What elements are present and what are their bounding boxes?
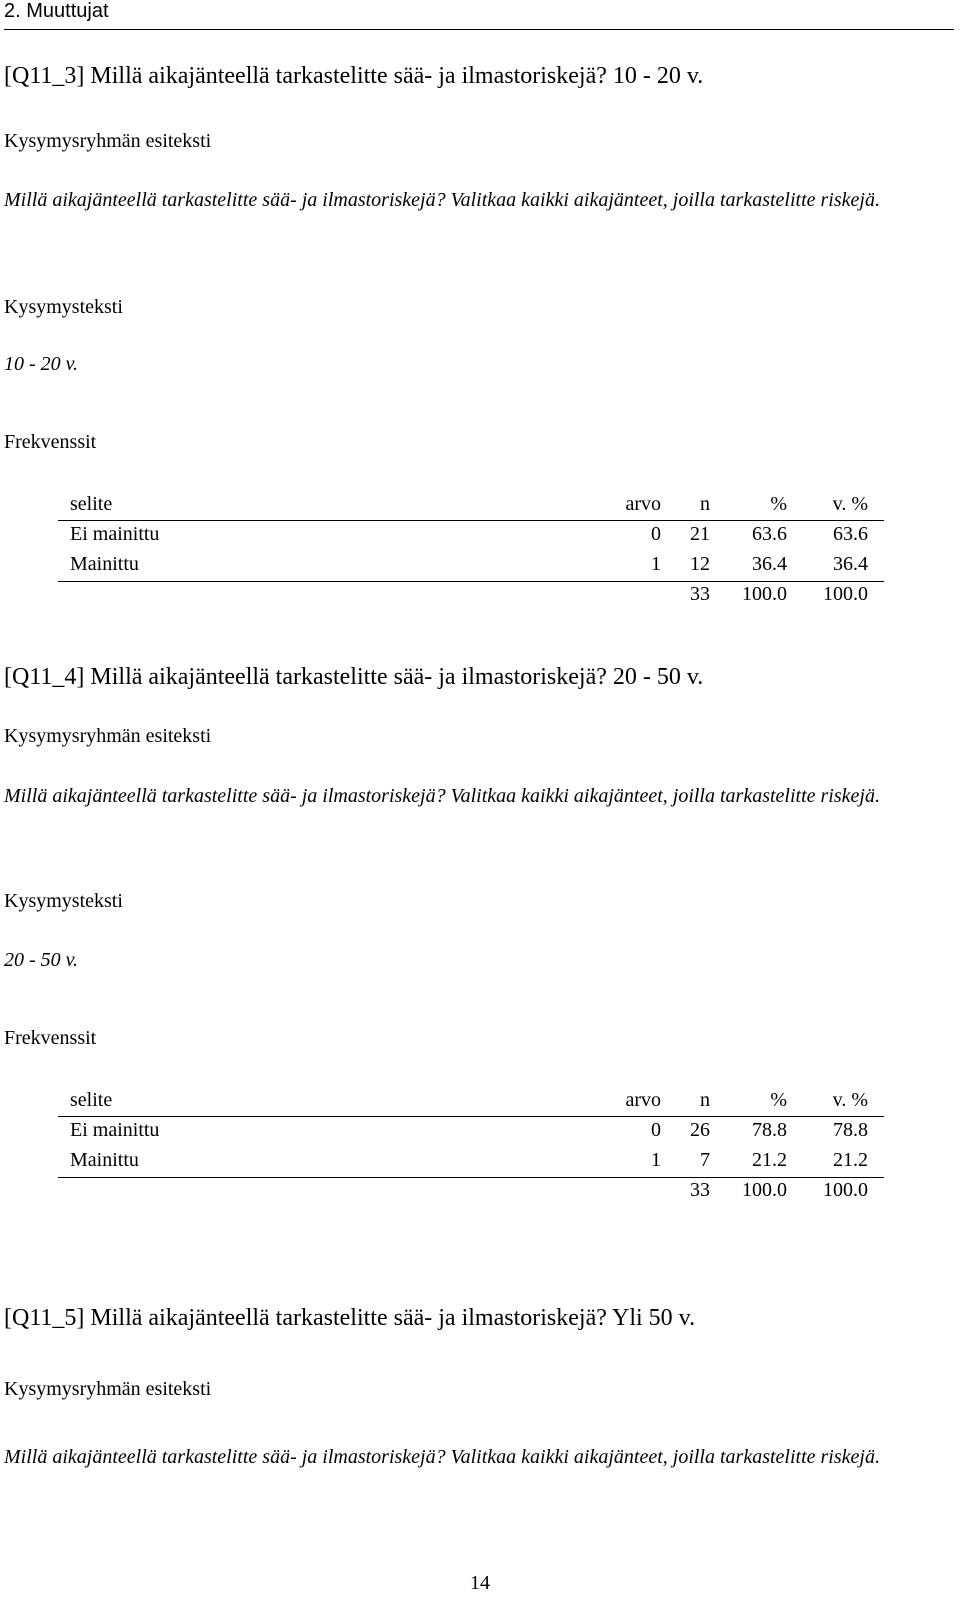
col-header-pct: % — [770, 493, 787, 515]
question-title-q11-4: [Q11_4] Millä aikajänteellä tarkastelitte sää- ja ilmastoriskejä? 20 - 50 v. — [4, 664, 704, 690]
col-header-n: n — [700, 493, 710, 515]
total-pct: 100.0 — [742, 1179, 787, 1201]
cell-n: 26 — [690, 1119, 710, 1141]
total-pct: 100.0 — [742, 583, 787, 605]
table-header-row — [58, 1086, 884, 1116]
table-total-row — [58, 1176, 884, 1206]
table-row — [58, 520, 884, 550]
col-header-pct: % — [770, 1089, 787, 1111]
group-text-heading: Kysymysryhmän esiteksti — [4, 130, 212, 152]
table-row — [58, 550, 884, 580]
frequencies-heading: Frekvenssit — [4, 1027, 97, 1049]
cell-arvo: 1 — [651, 553, 661, 575]
col-header-selite: selite — [70, 493, 113, 515]
question-text-heading: Kysymysteksti — [4, 296, 123, 318]
table-row — [58, 1116, 884, 1146]
group-text: Millä aikajänteellä tarkastelitte sää- ja ilmastoriskejä? Valitkaa kaikki aikajänteet, joilla tarkastelitte riskejä. — [4, 189, 880, 211]
question-title-q11-3: [Q11_3] Millä aikajänteellä tarkastelitte sää- ja ilmastoriskejä? 10 - 20 v. — [4, 63, 704, 89]
question-text-heading: Kysymysteksti — [4, 890, 123, 912]
question-text: 10 - 20 v. — [4, 353, 79, 375]
frequency-table — [58, 490, 884, 610]
col-header-vpct: v. % — [832, 1089, 868, 1111]
group-text: Millä aikajänteellä tarkastelitte sää- ja ilmastoriskejä? Valitkaa kaikki aikajänteet, joilla tarkastelitte riskejä. — [4, 785, 880, 807]
col-header-n: n — [700, 1089, 710, 1111]
table-header-row — [58, 490, 884, 520]
group-text: Millä aikajänteellä tarkastelitte sää- ja ilmastoriskejä? Valitkaa kaikki aikajänteet, joilla tarkastelitte riskejä. — [4, 1446, 880, 1468]
total-vpct: 100.0 — [823, 583, 868, 605]
header-divider — [4, 29, 954, 30]
section-label: 2. Muuttujat — [4, 0, 109, 22]
cell-vpct: 21.2 — [833, 1149, 868, 1171]
cell-n: 21 — [690, 523, 710, 545]
col-header-selite: selite — [70, 1089, 113, 1111]
question-text: 20 - 50 v. — [4, 949, 79, 971]
col-header-vpct: v. % — [832, 493, 868, 515]
cell-arvo: 0 — [651, 1119, 661, 1141]
group-text-heading: Kysymysryhmän esiteksti — [4, 1378, 212, 1400]
cell-selite: Mainittu — [70, 1149, 139, 1171]
total-n: 33 — [690, 1179, 710, 1201]
frequency-table — [58, 1086, 884, 1206]
cell-arvo: 1 — [651, 1149, 661, 1171]
col-header-arvo: arvo — [625, 493, 661, 515]
cell-arvo: 0 — [651, 523, 661, 545]
cell-n: 7 — [700, 1149, 710, 1171]
frequencies-heading: Frekvenssit — [4, 431, 97, 453]
group-text-heading: Kysymysryhmän esiteksti — [4, 725, 212, 747]
total-n: 33 — [690, 583, 710, 605]
table-total-row — [58, 580, 884, 610]
cell-selite: Ei mainittu — [70, 523, 160, 545]
question-title-q11-5: [Q11_5] Millä aikajänteellä tarkastelitte sää- ja ilmastoriskejä? Yli 50 v. — [4, 1305, 696, 1331]
cell-n: 12 — [690, 553, 710, 575]
cell-selite: Ei mainittu — [70, 1119, 160, 1141]
cell-pct: 78.8 — [752, 1119, 787, 1141]
cell-vpct: 78.8 — [833, 1119, 868, 1141]
cell-pct: 36.4 — [752, 553, 787, 575]
total-vpct: 100.0 — [823, 1179, 868, 1201]
cell-vpct: 36.4 — [833, 553, 868, 575]
table-row — [58, 1146, 884, 1176]
col-header-arvo: arvo — [625, 1089, 661, 1111]
page-number: 14 — [470, 1572, 490, 1594]
cell-pct: 21.2 — [752, 1149, 787, 1171]
cell-vpct: 63.6 — [833, 523, 868, 545]
cell-selite: Mainittu — [70, 553, 139, 575]
cell-pct: 63.6 — [752, 523, 787, 545]
